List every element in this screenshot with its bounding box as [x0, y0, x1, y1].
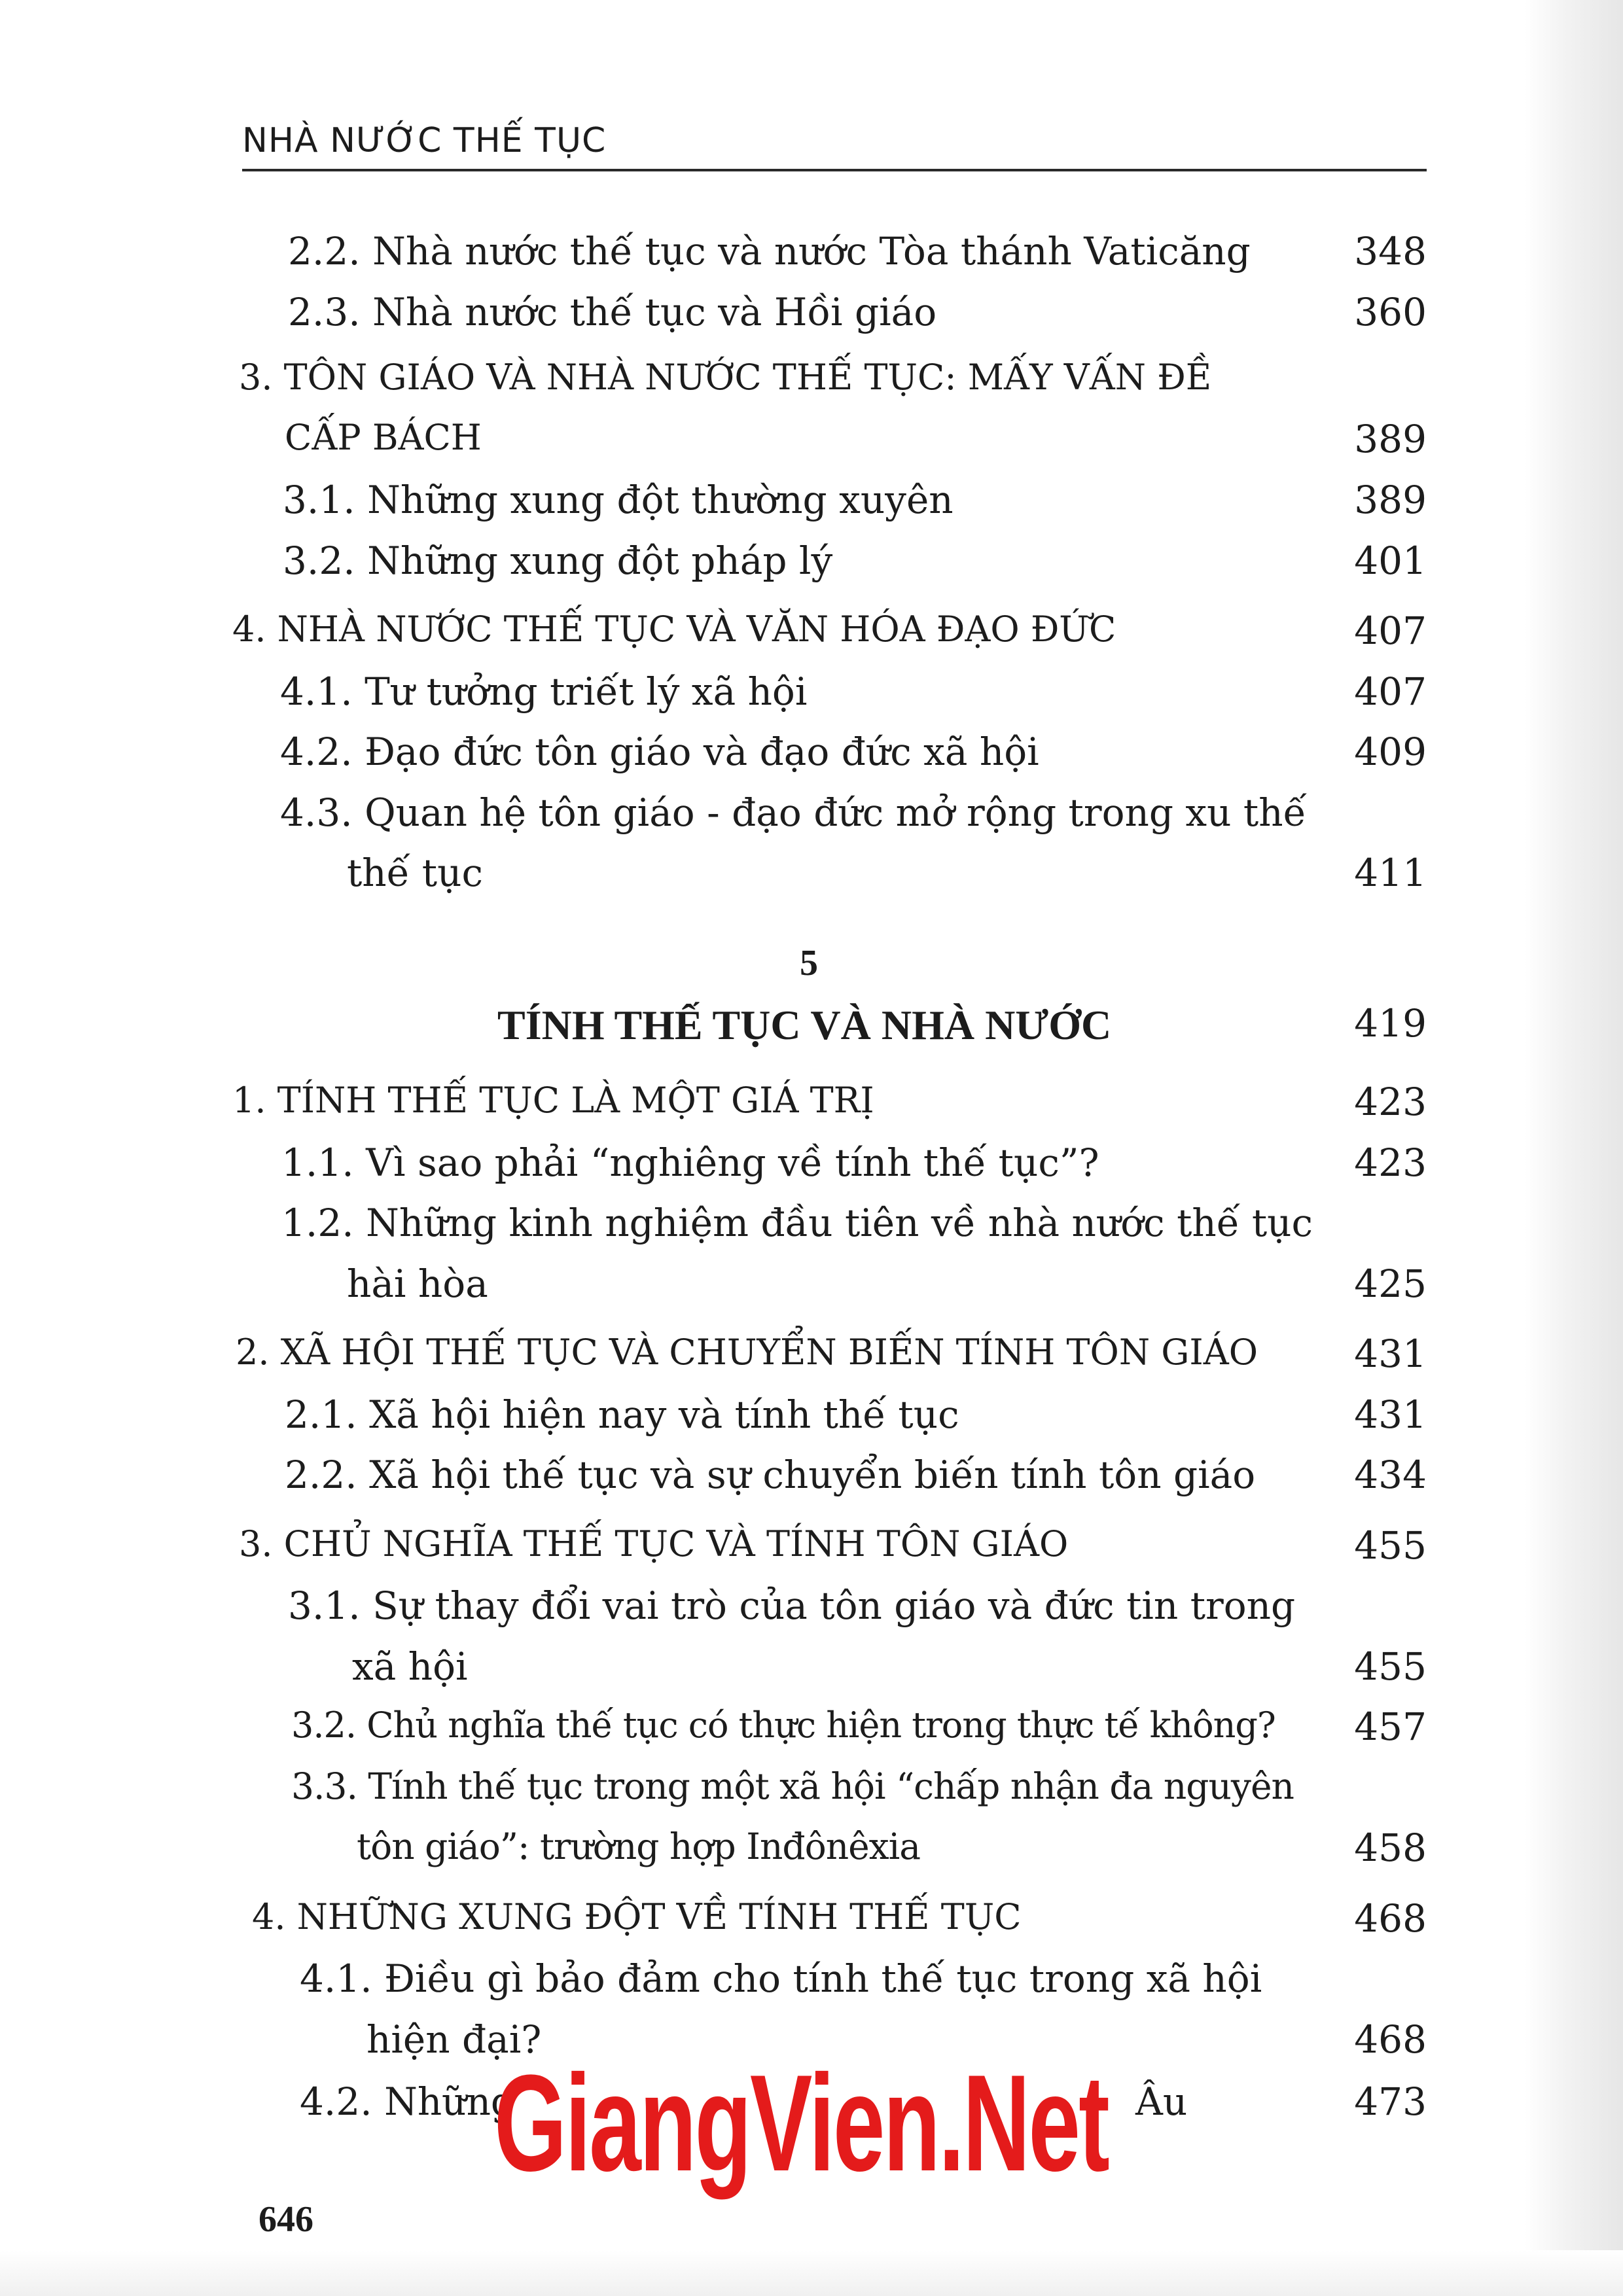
folio-page-number: 646: [259, 2199, 313, 2240]
toc-section-3b: 3. CHỦ NGHĨA THẾ TỤC VÀ TÍNH TÔN GIÁO: [239, 1523, 1069, 1564]
toc-entry-2-2b: 2.2. Xã hội thế tục và sự chuyển biến tính tôn giáo: [285, 1453, 1256, 1497]
toc-entry-4-2: 4.2. Đạo đức tôn giáo và đạo đức xã hội: [280, 730, 1039, 774]
page-number: 409: [1354, 730, 1427, 774]
page-number: 468: [1354, 1896, 1427, 1941]
page-bottom-shadow: [0, 2250, 1623, 2296]
page-number: 401: [1354, 539, 1427, 583]
page-number: 457: [1354, 1704, 1427, 1749]
toc-entry-3-3: 3.3. Tính thế tục trong một xã hội “chấp nhận đa nguyên: [291, 1765, 1294, 1807]
page-number: 458: [1354, 1826, 1427, 1870]
toc-entry-2-3: 2.3. Nhà nước thế tục và Hồi giáo: [288, 290, 937, 334]
toc-entry-3-1b: 3.1. Sự thay đổi vai trò của tôn giáo và đức tin trong: [288, 1583, 1296, 1628]
toc-entry-4-1b: 4.1. Điều gì bảo đảm cho tính thế tục trong xã hội: [300, 1956, 1262, 2001]
toc-entry-2-2: 2.2. Nhà nước thế tục và nước Tòa thánh Vaticăng: [288, 229, 1251, 274]
page-number: 434: [1354, 1453, 1427, 1497]
page-number: 431: [1354, 1332, 1427, 1376]
toc-entry-2-1: 2.1. Xã hội hiện nay và tính thế tục: [285, 1392, 959, 1437]
page-number: 425: [1354, 1262, 1427, 1306]
page-number: 407: [1354, 609, 1427, 653]
toc-section-3-cont: CẤP BÁCH: [285, 417, 482, 458]
page-number: 431: [1354, 1392, 1427, 1437]
page-number: 407: [1354, 669, 1427, 714]
toc-entry-4-1b-cont: hiện đại?: [366, 2017, 542, 2062]
toc-section-3: 3. TÔN GIÁO VÀ NHÀ NƯỚC THẾ TỤC: MẤY VẤN ĐỀ: [239, 357, 1212, 398]
toc-entry-4-2b: 4.2. Những: [300, 2079, 516, 2124]
running-head: NHÀ NƯỚC THẾ TỤC: [242, 121, 607, 160]
toc-section-2: 2. XÃ HỘI THẾ TỤC VÀ CHUYỂN BIẾN TÍNH TÔN GIÁO: [236, 1332, 1258, 1373]
toc-entry-3-3-cont: tôn giáo”: trường hợp Inđônêxia: [357, 1826, 921, 1867]
page-number: 455: [1354, 1644, 1427, 1689]
toc-entry-3-1: 3.1. Những xung đột thường xuyên: [283, 478, 954, 522]
watermark-logo: GiangVien.Net: [494, 2046, 1109, 2200]
page-number: 468: [1354, 2017, 1427, 2062]
page-number: 360: [1354, 290, 1427, 334]
toc-entry-4-2b-tail: Âu: [1135, 2079, 1188, 2124]
page-number: 389: [1354, 478, 1427, 522]
page-number: 411: [1354, 851, 1427, 895]
toc-entry-4-1: 4.1. Tư tưởng triết lý xã hội: [280, 669, 808, 714]
page-number: 389: [1354, 417, 1427, 461]
chapter-number: 5: [800, 943, 818, 983]
chapter-page-number: 419: [1354, 1001, 1427, 1046]
toc-section-4b: 4. NHỮNG XUNG ĐỘT VỀ TÍNH THẾ TỤC: [252, 1896, 1022, 1937]
toc-entry-4-3-cont: thế tục: [347, 851, 483, 895]
chapter-title: TÍNH THẾ TỤC VÀ NHÀ NƯỚC: [497, 1002, 1112, 1048]
toc-entry-1-2: 1.2. Những kinh nghiệm đầu tiên về nhà nước thế tục: [281, 1201, 1313, 1245]
page-edge-shadow: [1525, 0, 1623, 2296]
toc-entry-3-1b-cont: xã hội: [352, 1644, 468, 1689]
page-number: 423: [1354, 1140, 1427, 1185]
page-number: 423: [1354, 1080, 1427, 1124]
toc-entry-1-2-cont: hài hòa: [347, 1262, 488, 1306]
page-number: 455: [1354, 1523, 1427, 1568]
page-number: 348: [1354, 229, 1427, 274]
toc-entry-1-1: 1.1. Vì sao phải “nghiêng về tính thế tục”?: [281, 1140, 1099, 1185]
toc-section-4: 4. NHÀ NƯỚC THẾ TỤC VÀ VĂN HÓA ĐẠO ĐỨC: [232, 609, 1116, 650]
toc-section-1: 1. TÍNH THẾ TỤC LÀ MỘT GIÁ TRỊ: [232, 1080, 874, 1121]
page-number: 473: [1354, 2079, 1427, 2124]
toc-entry-3-2: 3.2. Những xung đột pháp lý: [283, 539, 833, 583]
toc-entry-3-2b: 3.2. Chủ nghĩa thế tục có thực hiện trong thực tế không?: [291, 1704, 1275, 1746]
toc-entry-4-3: 4.3. Quan hệ tôn giáo - đạo đức mở rộng trong xu thế: [280, 790, 1307, 835]
header-rule: [242, 169, 1427, 171]
